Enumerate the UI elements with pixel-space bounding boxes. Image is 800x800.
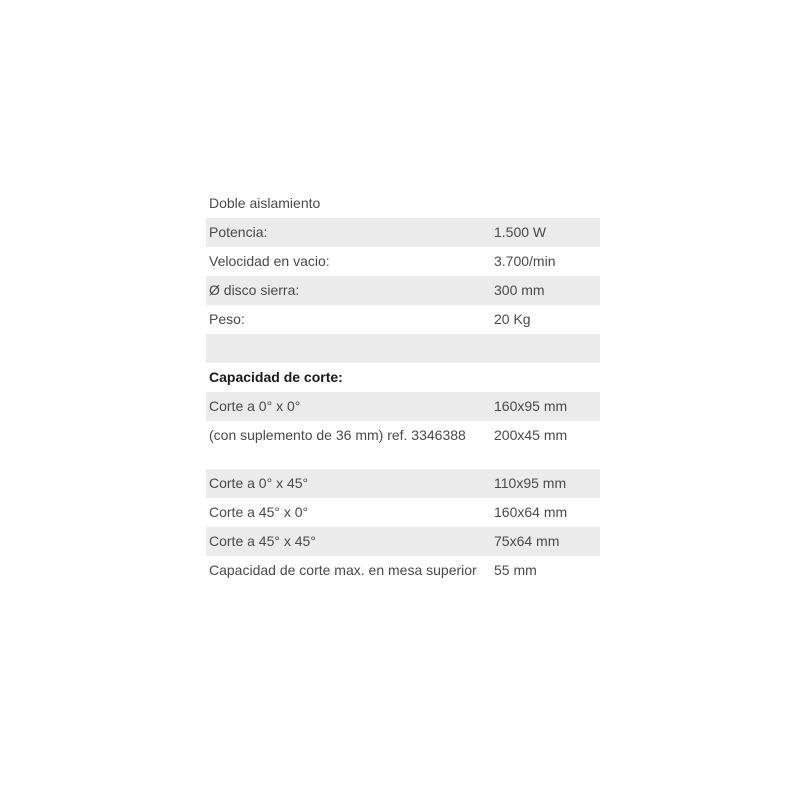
- spec-row-peso: [206, 305, 600, 334]
- spec-row-corte-0-45: [206, 469, 600, 498]
- spec-row-mesa-superior: [206, 556, 600, 604]
- spec-label: Corte a 45° x 45°: [209, 533, 316, 549]
- spec-row-corte-45-45: [206, 527, 600, 556]
- spec-row-doble-aislamiento: [206, 189, 600, 218]
- spec-row-spacer: [206, 334, 600, 363]
- spec-row-corte-45-0: [206, 498, 600, 527]
- spec-label: Corte a 0° x 45°: [209, 475, 309, 491]
- spec-label: Corte a 45° x 0°: [209, 504, 309, 520]
- spec-value: 200x45 mm: [494, 427, 568, 443]
- spec-row-suplemento: [206, 421, 600, 469]
- spec-label: Corte a 0° x 0°: [209, 398, 301, 414]
- spec-value: 3.700/min: [494, 253, 556, 269]
- spec-value: 160x64 mm: [494, 504, 568, 520]
- spec-label: Peso:: [209, 311, 245, 327]
- spec-label: Capacidad de corte max. en mesa superior: [209, 562, 477, 578]
- spec-label: Velocidad en vacio:: [209, 253, 330, 269]
- spec-table: [206, 189, 600, 604]
- spec-value: 110x95 mm: [494, 475, 567, 491]
- spec-value: 55 mm: [494, 562, 537, 578]
- spec-label: Ø disco sierra:: [209, 282, 300, 298]
- section-heading-label: Capacidad de corte:: [209, 369, 343, 385]
- spec-row-potencia: [206, 218, 600, 247]
- spec-value: 300 mm: [494, 282, 545, 298]
- spec-section-heading: [206, 363, 600, 392]
- spec-row-corte-0-0: [206, 392, 600, 421]
- spec-value: 20 Kg: [494, 311, 531, 327]
- spec-label: Doble aislamiento: [209, 195, 321, 211]
- spec-row-velocidad: [206, 247, 600, 276]
- spec-value: 160x95 mm: [494, 398, 568, 414]
- spec-label: Potencia:: [209, 224, 268, 240]
- spec-label: (con suplemento de 36 mm) ref. 3346388: [209, 427, 466, 443]
- spec-value: 75x64 mm: [494, 533, 560, 549]
- spec-value: 1.500 W: [494, 224, 547, 240]
- spec-row-disco: [206, 276, 600, 305]
